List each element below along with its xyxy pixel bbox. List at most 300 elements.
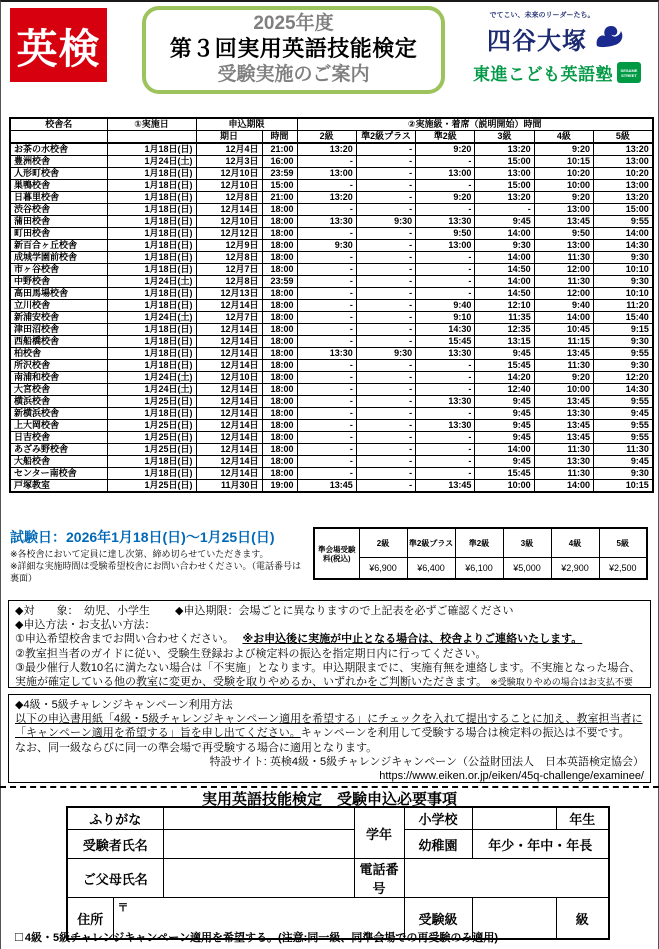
parent-name-field — [163, 859, 354, 898]
schedule-time-cell: 1月25日(日) — [107, 396, 196, 408]
schedule-time-cell: 13:00 — [594, 156, 653, 168]
schedule-header-row-1 — [10, 118, 653, 131]
schedule-time-cell: 1月24日(土) — [107, 372, 196, 384]
checkbox-label: 4級・5級チャレンジキャンペーン適用を希望する。(注意:同一級、同準会場での再受験のみ適用) — [24, 932, 498, 944]
schedule-time-cell: - — [297, 228, 356, 240]
schedule-time-cell: 9:20 — [416, 192, 475, 204]
schedule-time-cell: 15:45 — [475, 468, 534, 480]
schedule-row — [10, 384, 653, 396]
schedule-time-cell: 1月18日(日) — [107, 240, 196, 252]
schedule-time-cell: 9:30 — [475, 240, 534, 252]
schedule-time-cell: - — [356, 228, 415, 240]
empty-header-cell — [10, 131, 107, 144]
schedule-time-cell: 12月14日 — [196, 468, 262, 480]
schedule-time-cell: - — [416, 468, 475, 480]
schedule-time-cell: 18:00 — [262, 312, 297, 324]
schedule-time-cell: - — [356, 312, 415, 324]
schedule-time-cell: 14:30 — [594, 240, 653, 252]
schedule-time-cell: 1月18日(日) — [107, 408, 196, 420]
parent-label: ご父母氏名 — [67, 859, 163, 898]
phone-field — [404, 859, 609, 898]
schedule-time-cell: 13:30 — [416, 396, 475, 408]
school-name-cell: 渋谷校舎 — [10, 204, 107, 216]
fee-price-cell: ¥6,400 — [407, 558, 455, 580]
schedule-time-cell: - — [297, 180, 356, 192]
schedule-time-cell: 1月24日(土) — [107, 312, 196, 324]
schedule-time-cell: 13:00 — [534, 240, 593, 252]
schedule-time-cell: - — [416, 288, 475, 300]
schedule-time-cell: 11:30 — [534, 276, 593, 288]
schedule-time-cell: 13:00 — [416, 240, 475, 252]
schedule-time-cell: 13:00 — [475, 168, 534, 180]
schedule-time-cell: 13:00 — [534, 204, 593, 216]
fee-price-cell: ¥2,900 — [551, 558, 599, 580]
schedule-time-cell: - — [416, 252, 475, 264]
schedule-time-cell: 12月12日 — [196, 228, 262, 240]
schedule-row — [10, 468, 653, 480]
schedule-time-cell: 18:00 — [262, 384, 297, 396]
schedule-time-cell: - — [297, 252, 356, 264]
school-name-cell: 人形町校舎 — [10, 168, 107, 180]
schedule-time-cell: 13:30 — [534, 456, 593, 468]
schedule-time-cell: 1月18日(日) — [107, 180, 196, 192]
schedule-time-cell: 13:20 — [297, 143, 356, 156]
school-name-cell: 横浜校舎 — [10, 396, 107, 408]
exam-date-block — [10, 528, 310, 584]
schedule-time-cell: 1月24日(土) — [107, 156, 196, 168]
exam-level-label: 受験級 — [404, 898, 472, 940]
schedule-time-cell: 9:20 — [534, 143, 593, 156]
school-name-cell: 津田沼校舎 — [10, 324, 107, 336]
schedule-time-cell: 1月18日(日) — [107, 168, 196, 180]
kinder-options-label: 年少・年中・年長 — [472, 830, 609, 859]
schedule-time-cell: - — [356, 240, 415, 252]
schedule-time-cell: 1月18日(日) — [107, 264, 196, 276]
schedule-time-cell: - — [297, 360, 356, 372]
schedule-time-cell: 11:30 — [534, 468, 593, 480]
schedule-time-cell: 1月18日(日) — [107, 288, 196, 300]
yotsuya-swan-icon — [593, 22, 627, 55]
schedule-time-cell: - — [475, 204, 534, 216]
furigana-label: ふりがな — [67, 807, 163, 830]
exam-date-notes — [10, 548, 310, 584]
grade-suffix-label: 年生 — [556, 807, 609, 830]
elementary-grade-field — [472, 807, 556, 830]
schedule-time-cell: 9:10 — [416, 312, 475, 324]
schedule-time-cell: 12月8日 — [196, 252, 262, 264]
schedule-time-cell: 18:00 — [262, 252, 297, 264]
toshin-logo-text: 東進こども英語塾 — [473, 65, 613, 84]
schedule-time-cell: 13:30 — [416, 216, 475, 228]
schedule-time-cell: 10:10 — [594, 288, 653, 300]
schedule-time-cell: 13:45 — [297, 480, 356, 493]
schedule-time-cell: - — [416, 360, 475, 372]
schedule-time-cell: - — [416, 408, 475, 420]
schedule-time-cell: 9:45 — [594, 456, 653, 468]
campaign-line-2: 「キャンペーン適用を希望する」旨を申し出てください。キャンペーンを利用して受験する場合は検定料の振込は不要です。 — [15, 727, 630, 740]
schedule-row — [10, 156, 653, 168]
schedule-time-cell: 12月14日 — [196, 348, 262, 360]
campaign-box — [8, 694, 651, 783]
schedule-time-cell: 12月14日 — [196, 300, 262, 312]
page-subtitle: 受験実施のご案内 — [217, 64, 370, 85]
schedule-time-cell: 18:00 — [262, 468, 297, 480]
schedule-time-cell: 9:30 — [594, 252, 653, 264]
schedule-time-cell: 13:45 — [534, 420, 593, 432]
schedule-time-cell: - — [356, 180, 415, 192]
school-name-cell: 蒲田校舎 — [10, 216, 107, 228]
schedule-time-cell: - — [356, 432, 415, 444]
schedule-time-cell: 15:00 — [594, 204, 653, 216]
fee-table — [313, 527, 648, 580]
schedule-time-cell: - — [297, 432, 356, 444]
col-school-header: 校舎名 — [10, 118, 107, 131]
deadline-note: ◆申込期限：会場ごとに異なりますので上記表を必ずご確認ください — [175, 605, 514, 617]
schedule-time-cell: - — [356, 372, 415, 384]
schedule-time-cell: 14:50 — [475, 288, 534, 300]
schedule-time-cell: 13:20 — [594, 192, 653, 204]
schedule-time-cell: 9:40 — [534, 300, 593, 312]
eiken-logo — [10, 8, 107, 82]
schedule-time-cell: 10:20 — [594, 168, 653, 180]
schedule-time-cell: 1月18日(日) — [107, 204, 196, 216]
schedule-time-cell: 12月14日 — [196, 420, 262, 432]
campaign-line-3: なお、同一級ならびに同一の準会場で再受験する場合に適用となります。 — [15, 741, 378, 754]
campaign-checkbox-line — [15, 929, 498, 945]
level-column-header: 4級 — [534, 131, 593, 144]
schedule-time-cell: - — [356, 192, 415, 204]
header — [10, 6, 655, 98]
title-year: 2025年度 — [253, 13, 334, 34]
schedule-time-cell: 12月14日 — [196, 360, 262, 372]
schedule-time-cell: 1月18日(日) — [107, 252, 196, 264]
schedule-time-cell: 9:20 — [534, 192, 593, 204]
schedule-time-cell: - — [356, 336, 415, 348]
application-form-table — [66, 806, 610, 940]
schedule-time-cell: 1月25日(日) — [107, 480, 196, 493]
schedule-time-cell: 9:45 — [594, 408, 653, 420]
guidance-step-3a: ③最少催行人数10名に満たない場合は「不実施」となります。申込期限までに、実施有無を連絡します。不実施となった場合、 — [15, 661, 641, 674]
schedule-time-cell: 12月8日 — [196, 276, 262, 288]
schedule-time-cell: 18:00 — [262, 204, 297, 216]
schedule-time-cell: - — [356, 408, 415, 420]
schedule-time-cell: 1月18日(日) — [107, 300, 196, 312]
schedule-time-cell: - — [416, 372, 475, 384]
guidance-step-3b: 実施が確定している他の教室に変更か、受験を取りやめるか、いずれかをご判断いただきます。 ※受験取りやめの場合はお支払不要 — [15, 676, 633, 689]
schedule-time-cell: 12月14日 — [196, 444, 262, 456]
schedule-time-cell: 10:20 — [534, 168, 593, 180]
schedule-time-cell: - — [297, 336, 356, 348]
postal-mark: 〒 — [117, 902, 129, 914]
school-name-cell: 中野校舎 — [10, 276, 107, 288]
schedule-time-cell: 9:45 — [475, 348, 534, 360]
school-name-cell: 成城学園前校舎 — [10, 252, 107, 264]
schedule-time-cell: 12月14日 — [196, 384, 262, 396]
schedule-time-cell: 15:40 — [594, 312, 653, 324]
eiken-logo-text: 英検 — [16, 25, 101, 72]
schedule-row — [10, 288, 653, 300]
school-name-cell: センター南校舎 — [10, 468, 107, 480]
schedule-time-cell: 18:00 — [262, 372, 297, 384]
schedule-time-cell: 10:00 — [475, 480, 534, 493]
guidance-line-target — [15, 604, 644, 618]
school-name-cell: 町田校舎 — [10, 228, 107, 240]
campaign-title: ◆4級・5級チャレンジキャンペーン利用方法 — [15, 699, 233, 711]
schedule-time-cell: 15:45 — [475, 360, 534, 372]
schedule-time-cell: 12月7日 — [196, 312, 262, 324]
schedule-time-cell: 12月13日 — [196, 288, 262, 300]
schedule-time-cell: 18:00 — [262, 408, 297, 420]
schedule-time-cell: 12月4日 — [196, 143, 262, 156]
exam-date-line: 試験日：2026年1月18日(日)～1月25日(日) — [10, 529, 275, 545]
schedule-time-cell: 9:45 — [475, 396, 534, 408]
school-name-cell: 戸塚教室 — [10, 480, 107, 493]
schedule-time-cell: 12月10日 — [196, 372, 262, 384]
schedule-time-cell: 1月18日(日) — [107, 456, 196, 468]
schedule-time-cell: 9:30 — [356, 216, 415, 228]
schedule-time-cell: 14:00 — [475, 228, 534, 240]
schedule-time-cell: 1月18日(日) — [107, 360, 196, 372]
schedule-time-cell: 18:00 — [262, 300, 297, 312]
school-name-cell: 西船橋校舎 — [10, 336, 107, 348]
schedule-time-cell: - — [356, 480, 415, 493]
schedule-time-cell: - — [416, 276, 475, 288]
schedule-time-cell: 19:00 — [262, 480, 297, 493]
schedule-time-cell: 15:00 — [475, 180, 534, 192]
schedule-time-cell: 9:45 — [475, 432, 534, 444]
schedule-time-cell: 15:00 — [262, 180, 297, 192]
school-name-cell: 豊洲校舎 — [10, 156, 107, 168]
schedule-time-cell: 1月18日(日) — [107, 336, 196, 348]
schedule-time-cell: - — [297, 300, 356, 312]
schedule-time-cell: - — [416, 432, 475, 444]
schedule-time-cell: - — [297, 444, 356, 456]
school-name-cell: 大船校舎 — [10, 456, 107, 468]
schedule-row — [10, 336, 653, 348]
schedule-time-cell: 13:45 — [534, 396, 593, 408]
schedule-time-cell: - — [356, 204, 415, 216]
schedule-time-cell: - — [356, 420, 415, 432]
schedule-row — [10, 143, 653, 156]
level-column-header: 2級 — [297, 131, 356, 144]
schedule-time-cell: 12:40 — [475, 384, 534, 396]
schedule-time-cell: 1月18日(日) — [107, 192, 196, 204]
form-row-furigana — [67, 807, 609, 830]
schedule-time-cell: 14:00 — [534, 312, 593, 324]
schedule-time-cell: 9:45 — [475, 408, 534, 420]
schedule-time-cell: 9:30 — [594, 276, 653, 288]
school-name-cell: 上大岡校舎 — [10, 420, 107, 432]
schedule-time-cell: - — [356, 288, 415, 300]
schedule-time-cell: - — [297, 372, 356, 384]
schedule-table — [9, 117, 654, 493]
schedule-time-cell: 9:30 — [297, 240, 356, 252]
fee-level-header: 2級 — [359, 528, 407, 558]
schedule-row — [10, 456, 653, 468]
schedule-time-cell: 13:45 — [416, 480, 475, 493]
schedule-time-cell: 18:00 — [262, 348, 297, 360]
school-name-cell: 日暮里校舎 — [10, 192, 107, 204]
schedule-time-cell: 10:00 — [534, 384, 593, 396]
schedule-time-cell: - — [356, 156, 415, 168]
level-suffix-label: 級 — [556, 898, 609, 940]
schedule-row — [10, 180, 653, 192]
schedule-time-cell: - — [416, 180, 475, 192]
schedule-time-cell: 9:50 — [534, 228, 593, 240]
schedule-time-cell: 21:00 — [262, 192, 297, 204]
address-label: 住所 — [67, 898, 113, 940]
schedule-time-cell: 9:55 — [594, 216, 653, 228]
fee-price-cell: ¥6,100 — [455, 558, 503, 580]
schedule-time-cell: 11:30 — [534, 360, 593, 372]
schedule-time-cell: 13:20 — [475, 192, 534, 204]
schedule-time-cell: 12月8日 — [196, 192, 262, 204]
schedule-time-cell: 23:59 — [262, 168, 297, 180]
schedule-time-cell: 9:45 — [475, 216, 534, 228]
schedule-time-cell: 13:45 — [534, 348, 593, 360]
schedule-time-cell: 14:00 — [475, 444, 534, 456]
schedule-row — [10, 432, 653, 444]
schedule-time-cell: 18:00 — [262, 264, 297, 276]
schedule-time-cell: 12月14日 — [196, 432, 262, 444]
schedule-row — [10, 276, 653, 288]
school-name-cell: 市ヶ谷校舎 — [10, 264, 107, 276]
fee-price-cell: ¥5,000 — [503, 558, 551, 580]
schedule-time-cell: - — [297, 456, 356, 468]
guidance-step-1: ①申込希望校舎までお問い合わせください。 ※お申込後に実施が中止となる場合は、校舎よりご連絡いたします。 — [15, 633, 583, 646]
schedule-time-cell: 12:00 — [534, 264, 593, 276]
school-name-cell: 南浦和校舎 — [10, 372, 107, 384]
fee-price-cell: ¥2,500 — [599, 558, 647, 580]
schedule-time-cell: 1月18日(日) — [107, 348, 196, 360]
checkbox-icon: □ — [15, 929, 23, 944]
step1-warning: ※お申込後に実施が中止となる場合は、校舎よりご連絡いたします。 — [242, 633, 583, 646]
schedule-time-cell: 9:55 — [594, 420, 653, 432]
school-name-cell: 高田馬場校舎 — [10, 288, 107, 300]
schedule-time-cell: 9:50 — [416, 228, 475, 240]
col-deadline-header: 申込期限 — [196, 118, 297, 131]
schedule-time-cell: 13:30 — [534, 408, 593, 420]
schedule-time-cell: 12:20 — [594, 372, 653, 384]
sesame-street-badge: SESAME STREET — [617, 62, 641, 83]
schedule-time-cell: - — [356, 276, 415, 288]
schedule-row — [10, 216, 653, 228]
schedule-time-cell: - — [416, 444, 475, 456]
schedule-time-cell: 10:15 — [594, 480, 653, 493]
kindergarten-label: 幼稚園 — [404, 830, 472, 859]
col-deadline-time-header: 時間 — [262, 131, 297, 144]
schedule-time-cell: 13:20 — [475, 143, 534, 156]
target-label: ◆対 象： 幼児、小学生 — [15, 605, 150, 617]
schedule-time-cell: 12:35 — [475, 324, 534, 336]
schedule-time-cell: 1月25日(日) — [107, 444, 196, 456]
schedule-time-cell: - — [297, 264, 356, 276]
schedule-time-cell: 13:20 — [594, 143, 653, 156]
schedule-time-cell: - — [297, 288, 356, 300]
school-name-cell: 新百合ヶ丘校舎 — [10, 240, 107, 252]
schedule-time-cell: 18:00 — [262, 420, 297, 432]
schedule-time-cell: 11:30 — [594, 444, 653, 456]
schedule-table-body — [10, 143, 653, 492]
schedule-time-cell: 11:15 — [534, 336, 593, 348]
school-name-cell: 日吉校舎 — [10, 432, 107, 444]
exam-note-2: ※詳細な実施時間は受験希望校舎にお問い合わせください。（電話番号は裏面） — [10, 561, 302, 583]
schedule-time-cell: 9:20 — [534, 372, 593, 384]
schedule-time-cell: 9:45 — [475, 420, 534, 432]
schedule-time-cell: 13:00 — [297, 168, 356, 180]
schedule-time-cell: 12月7日 — [196, 264, 262, 276]
schedule-time-cell: - — [356, 468, 415, 480]
schedule-time-cell: - — [297, 312, 356, 324]
schedule-time-cell: 14:50 — [475, 264, 534, 276]
col-date-header: ①実施日 — [107, 118, 196, 131]
schedule-time-cell: - — [416, 264, 475, 276]
guidance-box — [8, 600, 651, 688]
school-name-cell: 新横浜校舎 — [10, 408, 107, 420]
form-title: 実用英語技能検定 受験申込必要事項 — [201, 791, 457, 808]
schedule-time-cell: 12月14日 — [196, 396, 262, 408]
schedule-time-cell: 13:00 — [416, 168, 475, 180]
schedule-time-cell: 14:00 — [475, 252, 534, 264]
schedule-time-cell: 14:30 — [594, 384, 653, 396]
schedule-time-cell: - — [297, 324, 356, 336]
schedule-time-cell: 23:59 — [262, 276, 297, 288]
schedule-time-cell: 18:00 — [262, 396, 297, 408]
yotsuya-logo — [487, 21, 627, 56]
fee-header-row — [314, 528, 647, 558]
schedule-time-cell: 18:00 — [262, 216, 297, 228]
schedule-time-cell: - — [416, 456, 475, 468]
schedule-time-cell: 1月18日(日) — [107, 143, 196, 156]
schedule-time-cell: 9:15 — [594, 324, 653, 336]
schedule-row — [10, 420, 653, 432]
campaign-url[interactable]: https://www.eiken.or.jp/eiken/45q-challenge/examinee/ — [379, 770, 644, 783]
schedule-time-cell: - — [356, 324, 415, 336]
schedule-time-cell: 12月9日 — [196, 240, 262, 252]
schedule-time-cell: 9:40 — [416, 300, 475, 312]
schedule-time-cell: - — [356, 300, 415, 312]
elementary-label: 小学校 — [404, 807, 472, 830]
schedule-level-header-row — [10, 131, 653, 144]
level-column-header: 準2級プラス — [356, 131, 415, 144]
schedule-time-cell: 15:45 — [416, 336, 475, 348]
schedule-time-cell: 11:30 — [534, 444, 593, 456]
examinee-name-field — [163, 830, 354, 859]
schedule-time-cell: 13:20 — [297, 192, 356, 204]
schedule-time-cell: - — [416, 204, 475, 216]
schedule-time-cell: 11:35 — [475, 312, 534, 324]
schedule-time-cell: 12月14日 — [196, 336, 262, 348]
schedule-time-cell: 1月24日(土) — [107, 384, 196, 396]
schedule-time-cell: - — [297, 420, 356, 432]
schedule-time-cell: 18:00 — [262, 336, 297, 348]
schedule-time-cell: - — [297, 468, 356, 480]
form-row-examinee — [67, 830, 609, 859]
examinee-label: 受験者氏名 — [67, 830, 163, 859]
schedule-row — [10, 360, 653, 372]
schedule-row — [10, 192, 653, 204]
schedule-time-cell: 14:30 — [416, 324, 475, 336]
schedule-time-cell: - — [297, 156, 356, 168]
schedule-time-cell: 11:30 — [534, 252, 593, 264]
schedule-time-cell: 1月18日(日) — [107, 324, 196, 336]
schedule-row — [10, 204, 653, 216]
schedule-time-cell: 9:45 — [475, 456, 534, 468]
schedule-time-cell: 9:55 — [594, 348, 653, 360]
schedule-time-cell: 10:15 — [534, 156, 593, 168]
schedule-time-cell: - — [356, 143, 415, 156]
title-panel — [142, 6, 445, 94]
